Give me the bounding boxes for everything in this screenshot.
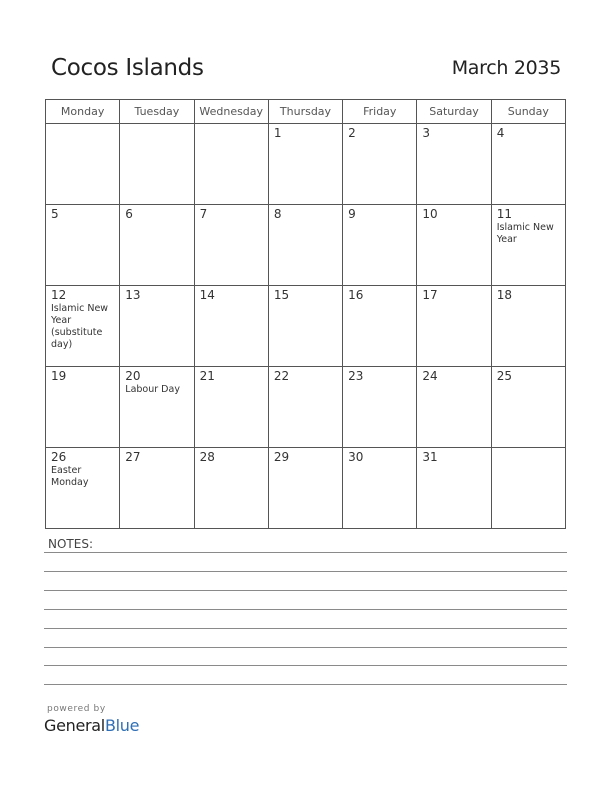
week-row xyxy=(46,124,566,205)
day-cell[interactable] xyxy=(120,448,194,529)
note-line xyxy=(44,647,567,648)
day-number: 5 xyxy=(51,207,59,221)
note-line xyxy=(44,571,567,572)
day-cell[interactable] xyxy=(120,286,194,367)
calendar-month: March 2035 xyxy=(451,57,561,79)
week-row xyxy=(46,448,566,529)
day-number: 25 xyxy=(496,369,512,383)
day-cell[interactable] xyxy=(268,367,342,448)
day-number: 1 xyxy=(273,126,282,140)
weekday-wednesday: Wednesday xyxy=(194,100,268,124)
day-number: 30 xyxy=(348,450,364,464)
day-cell[interactable] xyxy=(491,448,565,529)
day-number: 20 xyxy=(125,369,141,383)
day-cell[interactable] xyxy=(268,205,342,286)
day-number: 10 xyxy=(422,207,438,221)
day-number: 4 xyxy=(496,126,505,140)
calendar-body xyxy=(46,124,566,529)
day-cell[interactable] xyxy=(417,124,491,205)
holiday-label: Islamic New Year (substitute day) xyxy=(51,303,109,350)
day-cell[interactable] xyxy=(343,367,417,448)
day-number: 13 xyxy=(125,288,141,302)
day-number: 17 xyxy=(422,288,438,302)
day-cell[interactable] xyxy=(46,367,120,448)
day-number: 8 xyxy=(273,207,282,221)
day-cell[interactable] xyxy=(268,124,342,205)
day-number: 15 xyxy=(273,288,290,302)
day-number: 14 xyxy=(199,288,215,302)
day-number: 23 xyxy=(348,369,364,383)
note-line xyxy=(44,552,567,553)
day-cell[interactable] xyxy=(194,448,268,529)
day-cell[interactable] xyxy=(46,124,120,205)
day-cell[interactable] xyxy=(343,448,417,529)
day-cell[interactable] xyxy=(120,367,194,448)
day-cell[interactable] xyxy=(46,448,120,529)
day-cell[interactable] xyxy=(417,367,491,448)
day-cell[interactable] xyxy=(343,205,417,286)
day-cell[interactable] xyxy=(120,205,194,286)
day-cell[interactable] xyxy=(343,286,417,367)
day-number: 24 xyxy=(422,369,438,383)
weekday-thursday: Thursday xyxy=(268,100,342,124)
note-line xyxy=(44,628,567,629)
day-cell[interactable] xyxy=(491,286,565,367)
weekday-saturday: Saturday xyxy=(417,100,491,124)
note-line xyxy=(44,590,567,591)
day-cell[interactable] xyxy=(343,124,417,205)
notes-label: NOTES: xyxy=(48,537,93,551)
day-cell[interactable] xyxy=(194,124,268,205)
day-number: 16 xyxy=(348,288,364,302)
note-line xyxy=(44,609,567,610)
day-number: 9 xyxy=(348,207,356,221)
day-number: 2 xyxy=(348,126,356,140)
day-number: 29 xyxy=(273,450,290,464)
week-row xyxy=(46,286,566,367)
day-cell[interactable] xyxy=(46,286,120,367)
day-cell[interactable] xyxy=(194,286,268,367)
brand-blue: Blue xyxy=(104,716,140,735)
day-number: 11 xyxy=(496,207,512,221)
day-cell[interactable] xyxy=(46,205,120,286)
holiday-label: Easter Monday xyxy=(51,465,89,488)
weekday-tuesday: Tuesday xyxy=(120,100,194,124)
day-cell[interactable] xyxy=(417,286,491,367)
calendar-title: Cocos Islands xyxy=(51,55,204,81)
weekday-friday: Friday xyxy=(343,100,417,124)
day-cell[interactable] xyxy=(268,448,342,529)
day-number: 26 xyxy=(51,450,67,464)
day-cell[interactable] xyxy=(194,367,268,448)
day-number: 31 xyxy=(422,450,438,464)
day-cell[interactable] xyxy=(491,367,565,448)
note-line xyxy=(44,684,567,685)
week-row xyxy=(46,205,566,286)
powered-by-text: powered by xyxy=(47,704,106,714)
day-number: 22 xyxy=(273,369,290,383)
weekday-sunday: Sunday xyxy=(491,100,565,124)
day-cell[interactable] xyxy=(417,205,491,286)
brand-logo[interactable] xyxy=(44,716,139,735)
day-number: 28 xyxy=(199,450,215,464)
day-number: 21 xyxy=(199,369,215,383)
day-number: 18 xyxy=(496,288,512,302)
day-cell[interactable] xyxy=(268,286,342,367)
day-cell[interactable] xyxy=(194,205,268,286)
day-number: 12 xyxy=(51,288,67,302)
weekday-monday: Monday xyxy=(46,100,120,124)
day-cell[interactable] xyxy=(120,124,194,205)
day-cell[interactable] xyxy=(417,448,491,529)
note-line xyxy=(44,665,567,666)
day-number: 3 xyxy=(422,126,431,140)
holiday-label: Labour Day xyxy=(125,384,180,395)
weekday-header-row xyxy=(46,100,566,124)
day-number: 19 xyxy=(51,369,67,383)
day-number: 7 xyxy=(199,207,208,221)
day-cell[interactable] xyxy=(491,205,565,286)
day-number: 27 xyxy=(125,450,141,464)
week-row xyxy=(46,367,566,448)
brand-general: General xyxy=(44,716,105,735)
holiday-label: Islamic New Year xyxy=(496,222,554,245)
day-number: 6 xyxy=(125,207,133,221)
calendar-grid xyxy=(45,99,566,529)
day-cell[interactable] xyxy=(491,124,565,205)
